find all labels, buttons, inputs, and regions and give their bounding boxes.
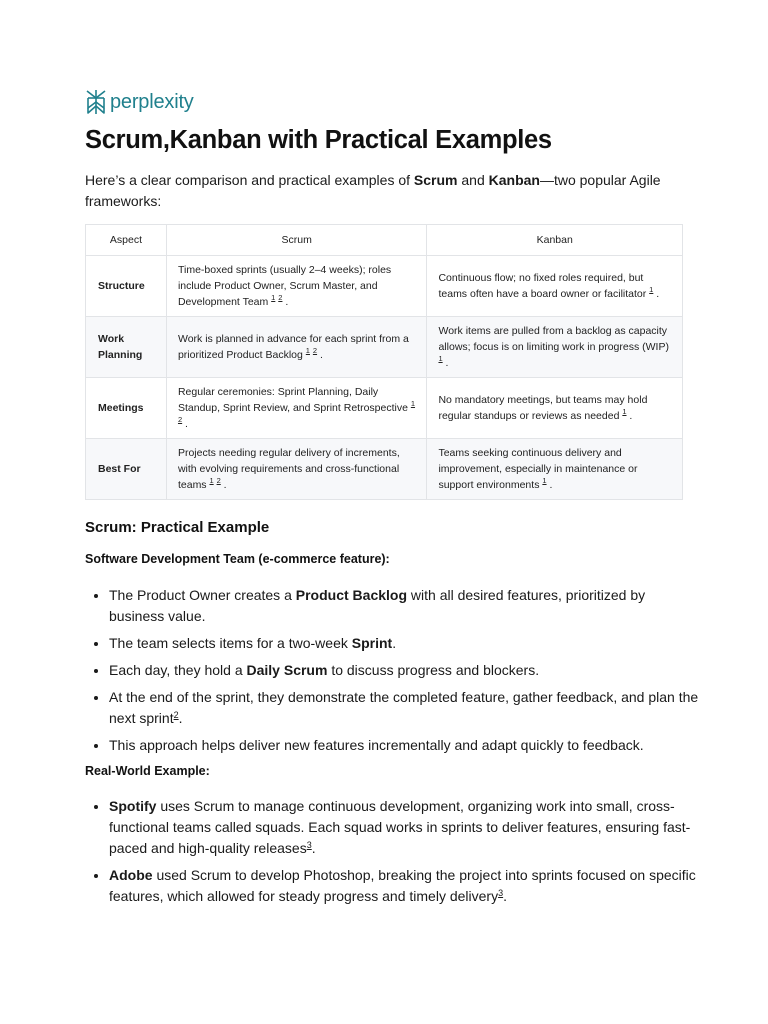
scrum-cell: Regular ceremonies: Sprint Planning, Daily Standup, Sprint Review, and Sprint Retrospective $^1$ $^2$ .	[166, 378, 427, 439]
citation-link[interactable]: 2	[216, 476, 221, 485]
section-subheading: Software Development Team (e-commerce feature):	[85, 552, 390, 566]
citation-link[interactable]: 1	[271, 293, 276, 302]
item-text: .	[503, 888, 507, 904]
item-text: used Scrum to develop Photoshop, breaking the project into sprints focused on specific features, which allowed for steady progress and timely delivery	[109, 867, 696, 904]
intro-bold-scrum: Scrum	[413, 172, 458, 188]
list-item	[109, 735, 699, 756]
header-kanban: Kanban	[427, 225, 683, 256]
real-world-list	[85, 796, 699, 913]
citation-link[interactable]: 2	[173, 710, 179, 720]
item-text: At the end of the sprint, they demonstrate the completed feature, gather feedback, and plan the next sprint	[109, 689, 699, 726]
scrum-cell: Time-boxed sprints (usually 2–4 weeks); roles include Product Owner, Scrum Master, and Development Team $^1$ $^2$ .	[166, 256, 427, 317]
list-item	[109, 633, 699, 654]
item-bold: Spotify	[109, 798, 157, 814]
cell-text: Regular ceremonies: Sprint Planning, Daily Standup, Sprint Review, and Sprint Retrospective	[177, 386, 408, 414]
header-aspect: Aspect	[86, 225, 167, 256]
table-row	[86, 439, 683, 500]
item-bold: Sprint	[351, 635, 393, 651]
list-item	[109, 660, 699, 681]
cell-text: Teams seeking continuous delivery and improvement, especially in maintenance or support environments	[438, 447, 638, 491]
citation-link[interactable]: 1	[410, 399, 416, 408]
cell-text: No mandatory meetings, but teams may hold regular standups or reviews as needed	[438, 394, 648, 422]
list-item	[109, 796, 699, 859]
comparison-table	[85, 224, 683, 500]
aspect-cell: Work Planning	[86, 317, 167, 378]
item-text: .	[178, 710, 183, 726]
item-text: to discuss progress and blockers.	[327, 662, 540, 678]
item-text: This approach helps deliver new features incrementally and adapt quickly to feedback.	[109, 737, 644, 753]
brand-logo[interactable]	[85, 89, 194, 115]
cell-text: Work items are pulled from a backlog as capacity allows; focus is on limiting work in progress (WIP)	[438, 325, 669, 353]
item-bold: Product Backlog	[295, 587, 408, 603]
scrum-example-list	[85, 585, 699, 762]
item-bold: Adobe	[109, 867, 153, 883]
brand-name: perplexity	[110, 90, 194, 113]
intro-bold-kanban: Kanban	[488, 172, 540, 188]
kanban-cell: Continuous flow; no fixed roles required, but teams often have a board owner or facilitator $^1$ .	[427, 256, 683, 317]
citation-link[interactable]: 2	[312, 346, 318, 355]
table-row	[86, 317, 683, 378]
item-text: with all desired features, prioritized by business value.	[109, 587, 646, 624]
cell-text: Time-boxed sprints (usually 2–4 weeks); roles include Product Owner, Scrum Master, and Development Team	[177, 264, 392, 308]
citation-link[interactable]: 2	[177, 415, 183, 424]
section-heading: Scrum: Practical Example	[85, 519, 270, 536]
kanban-cell: Teams seeking continuous delivery and improvement, especially in maintenance or support environments $^1$ .	[427, 439, 683, 500]
item-text: .	[311, 840, 316, 856]
intro-paragraph	[85, 170, 685, 212]
intro-text: and	[457, 172, 489, 188]
item-text: Each day, they hold a	[109, 662, 247, 678]
intro-text: —two popular Agile frameworks:	[85, 172, 661, 209]
scrum-cell: Work is planned in advance for each sprint from a prioritized Product Backlog $^1$ $^2$ .	[166, 317, 427, 378]
item-bold: Daily Scrum	[246, 662, 328, 678]
table-header-row	[86, 225, 683, 256]
table-row	[86, 256, 683, 317]
perplexity-logo-icon	[85, 89, 107, 115]
page-title: Scrum,Kanban with Practical Examples	[85, 126, 552, 154]
list-item	[109, 585, 699, 627]
kanban-cell: Work items are pulled from a backlog as capacity allows; focus is on limiting work in progress (WIP) $^1$ .	[427, 317, 683, 378]
citation-link[interactable]: 1	[542, 476, 547, 485]
citation-link[interactable]: 2	[278, 293, 283, 302]
list-item	[109, 687, 699, 729]
cell-text: Projects needing regular delivery of increments, with evolving requirements and cross-functional teams	[177, 447, 400, 491]
list-item	[109, 865, 699, 907]
citation-link[interactable]: 3	[498, 888, 504, 898]
item-text: uses Scrum to manage continuous development, organizing work into small, cross-functional teams called squads. Each squad works in sprints to deliver features, ensuring fast-paced and high-quality releases	[109, 798, 691, 856]
aspect-cell: Best For	[86, 439, 167, 500]
citation-link[interactable]: 1	[438, 354, 443, 363]
aspect-cell: Meetings	[86, 378, 167, 439]
item-text: The team selects items for a two-week	[109, 635, 352, 651]
item-text: The Product Owner creates a	[109, 587, 296, 603]
intro-text: Here’s a clear comparison and practical examples of	[85, 172, 414, 188]
kanban-cell: No mandatory meetings, but teams may hold regular standups or reviews as needed $^1$ .	[427, 378, 683, 439]
header-scrum: Scrum	[166, 225, 427, 256]
citation-link[interactable]: 1	[649, 285, 654, 294]
table-row	[86, 378, 683, 439]
citation-link[interactable]: 1	[305, 346, 310, 355]
citation-link[interactable]: 3	[306, 840, 312, 850]
cell-text: Continuous flow; no fixed roles required, but teams often have a board owner or facilitator	[438, 272, 647, 300]
citation-link[interactable]: 1	[622, 407, 627, 416]
item-text: .	[392, 635, 397, 651]
aspect-cell: Structure	[86, 256, 167, 317]
citation-link[interactable]: 1	[209, 476, 214, 485]
cell-text: Work is planned in advance for each sprint from a prioritized Product Backlog	[177, 333, 409, 361]
section-subheading: Real-World Example:	[85, 764, 210, 778]
scrum-cell: Projects needing regular delivery of increments, with evolving requirements and cross-functional teams $^1$ $^2$ .	[166, 439, 427, 500]
